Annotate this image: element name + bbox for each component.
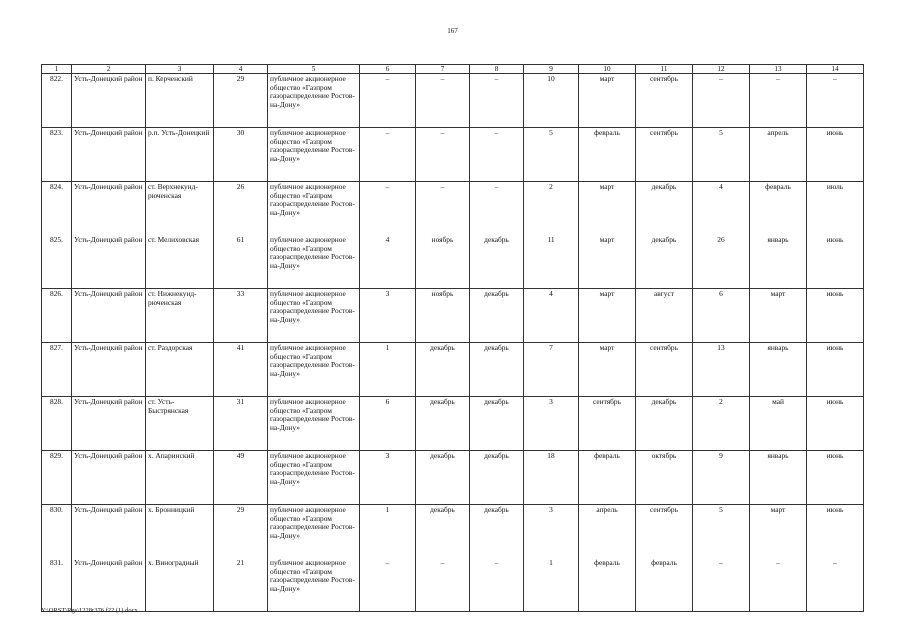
month-cell: – xyxy=(470,74,524,128)
row-number: 825. xyxy=(42,235,72,289)
month-cell: декабрь xyxy=(416,505,470,559)
value-cell: 5 xyxy=(693,128,750,182)
count-cell: 61 xyxy=(214,235,268,289)
column-header: 1 xyxy=(42,65,72,74)
count-cell: 29 xyxy=(214,505,268,559)
district-cell: Усть-Донецкий район xyxy=(72,235,146,289)
value-cell: 1 xyxy=(524,558,579,612)
count-cell: 41 xyxy=(214,343,268,397)
value-cell: 11 xyxy=(524,235,579,289)
month-cell: март xyxy=(750,289,807,343)
table-row xyxy=(42,128,864,182)
value-cell: 6 xyxy=(693,289,750,343)
count-cell: 49 xyxy=(214,451,268,505)
district-cell: Усть-Донецкий район xyxy=(72,128,146,182)
month-cell: апрель xyxy=(750,128,807,182)
value-cell: 26 xyxy=(693,235,750,289)
month-cell: – xyxy=(470,558,524,612)
month-cell: сентябрь xyxy=(636,343,693,397)
table-row xyxy=(42,343,864,397)
month-cell: декабрь xyxy=(636,182,693,236)
month-cell: март xyxy=(750,505,807,559)
month-cell: июнь xyxy=(807,343,864,397)
column-header: 13 xyxy=(750,65,807,74)
organization-cell: публичное акционерное общество «Газпром газораспределение Ростов-на-Дону» xyxy=(268,128,360,182)
organization-cell: публичное акционерное общество «Газпром газораспределение Ростов-на-Дону» xyxy=(268,397,360,451)
value-cell: 2 xyxy=(524,182,579,236)
value-cell: 4 xyxy=(360,235,416,289)
organization-cell: публичное акционерное общество «Газпром газораспределение Ростов-на-Дону» xyxy=(268,74,360,128)
row-number: 823. xyxy=(42,128,72,182)
row-number: 828. xyxy=(42,397,72,451)
organization-cell: публичное акционерное общество «Газпром газораспределение Ростов-на-Дону» xyxy=(268,343,360,397)
month-cell: апрель xyxy=(579,505,636,559)
value-cell: 4 xyxy=(524,289,579,343)
month-cell: март xyxy=(579,182,636,236)
table-row xyxy=(42,451,864,505)
locality-cell: ст. Усть-Быстрянская xyxy=(146,397,214,451)
month-cell: июль xyxy=(807,182,864,236)
month-cell: март xyxy=(579,289,636,343)
value-cell: 2 xyxy=(693,397,750,451)
value-cell: – xyxy=(360,558,416,612)
district-cell: Усть-Донецкий район xyxy=(72,505,146,559)
locality-cell: х. Бронницкий xyxy=(146,505,214,559)
district-cell: Усть-Донецкий район xyxy=(72,289,146,343)
count-cell: 33 xyxy=(214,289,268,343)
column-header: 8 xyxy=(470,65,524,74)
month-cell: июнь xyxy=(807,128,864,182)
organization-cell: публичное акционерное общество «Газпром газораспределение Ростов-на-Дону» xyxy=(268,235,360,289)
value-cell: 3 xyxy=(360,451,416,505)
value-cell: – xyxy=(693,558,750,612)
count-cell: 30 xyxy=(214,128,268,182)
month-cell: март xyxy=(579,235,636,289)
column-header: 5 xyxy=(268,65,360,74)
column-header: 14 xyxy=(807,65,864,74)
locality-cell: п. Керченский xyxy=(146,74,214,128)
value-cell: – xyxy=(360,128,416,182)
month-cell: февраль xyxy=(750,182,807,236)
column-header: 10 xyxy=(579,65,636,74)
column-header: 7 xyxy=(416,65,470,74)
count-cell: 26 xyxy=(214,182,268,236)
locality-cell: р.п. Усть-Донецкий xyxy=(146,128,214,182)
row-number: 826. xyxy=(42,289,72,343)
value-cell: 10 xyxy=(524,74,579,128)
district-cell: Усть-Донецкий район xyxy=(72,397,146,451)
column-header: 6 xyxy=(360,65,416,74)
row-number: 829. xyxy=(42,451,72,505)
row-number: 830. xyxy=(42,505,72,559)
value-cell: 5 xyxy=(524,128,579,182)
month-cell: декабрь xyxy=(416,397,470,451)
column-number-header-row xyxy=(42,65,864,74)
count-cell: 29 xyxy=(214,74,268,128)
column-header: 9 xyxy=(524,65,579,74)
month-cell: июнь xyxy=(807,451,864,505)
table-row xyxy=(42,235,864,289)
district-cell: Усть-Донецкий район xyxy=(72,451,146,505)
gasification-schedule-table xyxy=(41,64,864,612)
month-cell: июнь xyxy=(807,505,864,559)
month-cell: ноябрь xyxy=(416,289,470,343)
month-cell: сентябрь xyxy=(636,505,693,559)
month-cell: декабрь xyxy=(470,451,524,505)
month-cell: февраль xyxy=(579,558,636,612)
month-cell: февраль xyxy=(636,558,693,612)
value-cell: – xyxy=(360,182,416,236)
value-cell: 3 xyxy=(360,289,416,343)
table-row xyxy=(42,505,864,559)
value-cell: 1 xyxy=(360,505,416,559)
month-cell: декабрь xyxy=(470,397,524,451)
page-number: 167 xyxy=(447,27,458,35)
month-cell: – xyxy=(416,128,470,182)
month-cell: декабрь xyxy=(470,235,524,289)
month-cell: март xyxy=(579,74,636,128)
table-row xyxy=(42,397,864,451)
organization-cell: публичное акционерное общество «Газпром газораспределение Ростов-на-Дону» xyxy=(268,505,360,559)
column-header: 4 xyxy=(214,65,268,74)
district-cell: Усть-Донецкий район xyxy=(72,343,146,397)
month-cell: декабрь xyxy=(470,289,524,343)
month-cell: сентябрь xyxy=(636,128,693,182)
value-cell: 9 xyxy=(693,451,750,505)
month-cell: октябрь xyxy=(636,451,693,505)
month-cell: июнь xyxy=(807,235,864,289)
value-cell: 4 xyxy=(693,182,750,236)
month-cell: февраль xyxy=(579,128,636,182)
table-row xyxy=(42,289,864,343)
month-cell: – xyxy=(416,182,470,236)
value-cell: 3 xyxy=(524,505,579,559)
column-header: 11 xyxy=(636,65,693,74)
month-cell: март xyxy=(579,343,636,397)
locality-cell: х. Апаринский xyxy=(146,451,214,505)
month-cell: – xyxy=(750,74,807,128)
organization-cell: публичное акционерное общество «Газпром газораспределение Ростов-на-Дону» xyxy=(268,182,360,236)
locality-cell: ст. Мелиховская xyxy=(146,235,214,289)
value-cell: 7 xyxy=(524,343,579,397)
count-cell: 31 xyxy=(214,397,268,451)
value-cell: – xyxy=(360,74,416,128)
value-cell: 18 xyxy=(524,451,579,505)
column-header: 3 xyxy=(146,65,214,74)
organization-cell: публичное акционерное общество «Газпром газораспределение Ростов-на-Дону» xyxy=(268,289,360,343)
month-cell: январь xyxy=(750,343,807,397)
district-cell: Усть-Донецкий район xyxy=(72,182,146,236)
month-cell: сентябрь xyxy=(636,74,693,128)
month-cell: декабрь xyxy=(416,343,470,397)
month-cell: ноябрь xyxy=(416,235,470,289)
month-cell: май xyxy=(750,397,807,451)
month-cell: декабрь xyxy=(636,397,693,451)
month-cell: декабрь xyxy=(470,343,524,397)
locality-cell: ст. Нижнекунд-рюченская xyxy=(146,289,214,343)
organization-cell: публичное акционерное общество «Газпром газораспределение Ростов-на-Дону» xyxy=(268,451,360,505)
month-cell: – xyxy=(416,558,470,612)
row-number: 822. xyxy=(42,74,72,128)
month-cell: январь xyxy=(750,235,807,289)
month-cell: – xyxy=(470,128,524,182)
month-cell: август xyxy=(636,289,693,343)
row-number: 831. xyxy=(42,558,72,612)
count-cell: 21 xyxy=(214,558,268,612)
month-cell: – xyxy=(807,558,864,612)
district-cell: Усть-Донецкий район xyxy=(72,558,146,612)
month-cell: декабрь xyxy=(636,235,693,289)
organization-cell: публичное акционерное общество «Газпром газораспределение Ростов-на-Дону» xyxy=(268,558,360,612)
month-cell: – xyxy=(750,558,807,612)
locality-cell: ст. Раздорская xyxy=(146,343,214,397)
column-header: 12 xyxy=(693,65,750,74)
value-cell: 3 xyxy=(524,397,579,451)
month-cell: сентябрь xyxy=(579,397,636,451)
footer-file-path: Y:\ORST\Rgs\1228r376.f22 (1).docx xyxy=(41,607,138,614)
month-cell: февраль xyxy=(579,451,636,505)
row-number: 824. xyxy=(42,182,72,236)
row-number: 827. xyxy=(42,343,72,397)
month-cell: июнь xyxy=(807,289,864,343)
month-cell: декабрь xyxy=(416,451,470,505)
value-cell: 1 xyxy=(360,343,416,397)
district-cell: Усть-Донецкий район xyxy=(72,74,146,128)
month-cell: июнь xyxy=(807,397,864,451)
value-cell: 6 xyxy=(360,397,416,451)
locality-cell: х. Виноградный xyxy=(146,558,214,612)
column-header: 2 xyxy=(72,65,146,74)
table-row xyxy=(42,558,864,612)
value-cell: 13 xyxy=(693,343,750,397)
month-cell: декабрь xyxy=(470,505,524,559)
table-row xyxy=(42,182,864,236)
table-row xyxy=(42,74,864,128)
value-cell: – xyxy=(693,74,750,128)
locality-cell: ст. Верхнекунд-рюченская xyxy=(146,182,214,236)
month-cell: – xyxy=(470,182,524,236)
month-cell: январь xyxy=(750,451,807,505)
month-cell: – xyxy=(416,74,470,128)
value-cell: 5 xyxy=(693,505,750,559)
month-cell: – xyxy=(807,74,864,128)
